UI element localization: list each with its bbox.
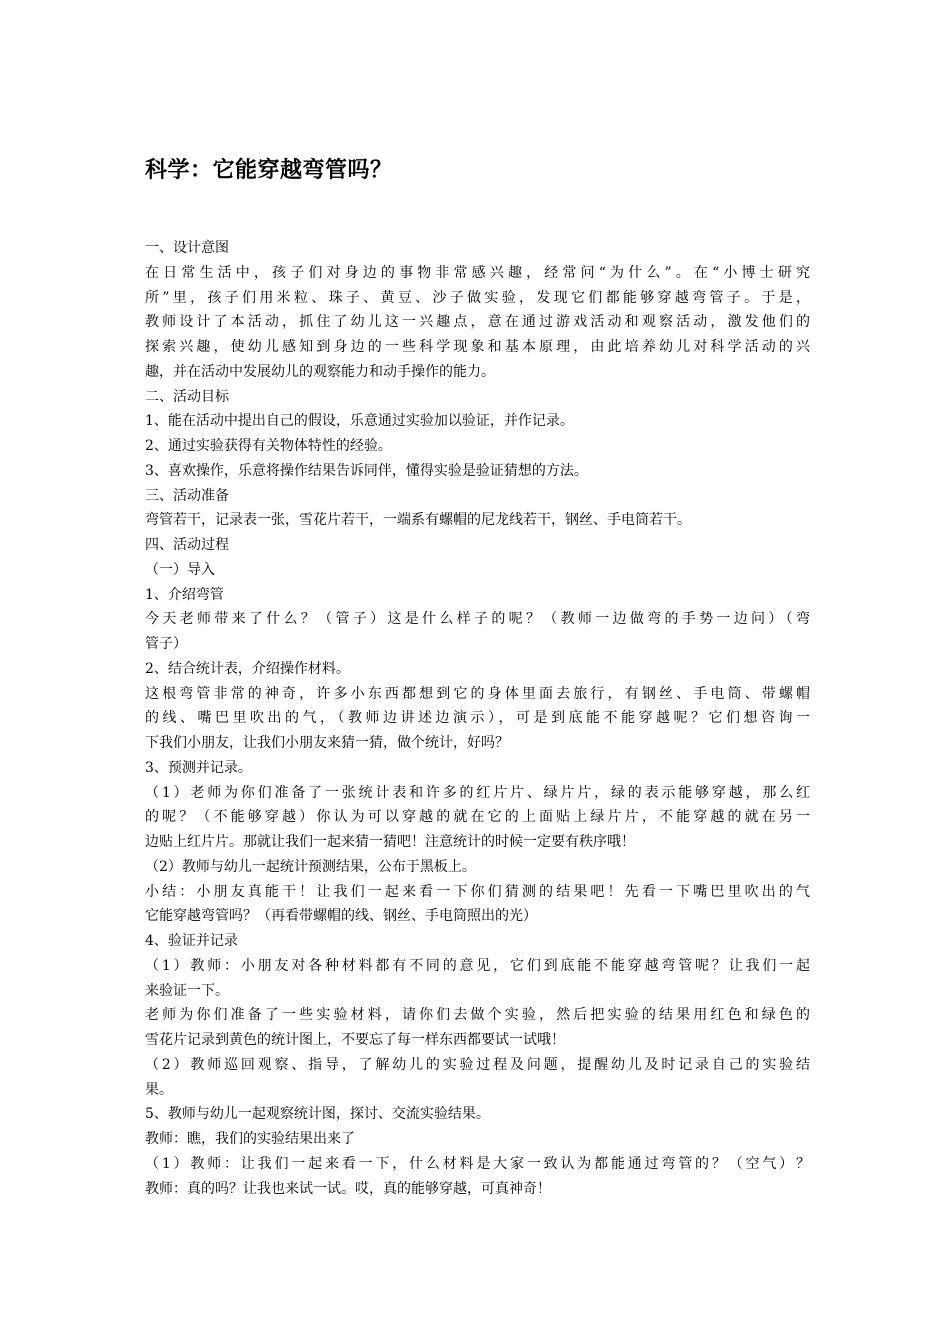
paragraph-line: 的呢？（不能够穿越）你认为可以穿越的就在它的上面贴上绿片片，不能穿越的就在另一 — [145, 809, 810, 826]
heading-activity-goals: 二、活动目标 — [145, 388, 229, 405]
goal-item: 3、喜欢操作，乐意将操作结果告诉同伴，懂得实验是验证猜想的方法。 — [145, 462, 588, 479]
paragraph-line: 小结：小朋友真能干！让我们一起来看一下你们猜测的结果吧！先看一下嘴巴里吹出的气 — [145, 883, 810, 900]
paragraph-line: 的线、嘴巴里吹出的气，（教师边讲述边演示），可是到底能不能穿越呢？它们想咨询一 — [145, 710, 810, 727]
paragraph-line: 下我们小朋友，让我们小朋友来猜一猜，做个统计，好吗？ — [145, 735, 509, 751]
paragraph-line: 雪花片记录到黄色的统计图上，不要忘了每一样东西都要试一试哦！ — [145, 1032, 565, 1048]
paragraph-line: 教师设计了本活动，抓住了幼儿这一兴趣点，意在通过游戏活动和观察活动，激发他们的 — [145, 314, 810, 331]
paragraph-line: （1）教师：小朋友对各种材料都有不同的意见，它们到底能不能穿越弯管呢？让我们一起 — [145, 957, 810, 974]
paragraph-line: （1）教师：让我们一起来看一下，什么材料是大家一致认为都能通过弯管的？（空气）？ — [145, 1155, 810, 1172]
heading-design-intent: 一、设计意图 — [145, 240, 229, 256]
step-heading: 5、教师与幼儿一起观察统计图，探讨、交流实验结果。 — [145, 1106, 490, 1123]
paragraph-line: 果。 — [145, 1081, 173, 1098]
paragraph-line: （2）教师巡回观察、指导，了解幼儿的实验过程及问题，提醒幼儿及时记录自己的实验结 — [145, 1056, 810, 1073]
step-heading: 2、结合统计表，介绍操作材料。 — [145, 660, 350, 677]
paragraph-line: 老师为你们准备了一些实验材料，请你们去做个实验，然后把实验的结果用红色和绿色的 — [145, 1007, 810, 1024]
paragraph-line: 教师：瞧，我们的实验结果出来了 — [145, 1131, 355, 1147]
document-body — [145, 236, 810, 1201]
paragraph-line: 探索兴趣，使幼儿感知到身边的一些科学现象和基本原理，由此培养幼儿对科学活动的兴 — [145, 339, 810, 355]
paragraph-line: 来验证一下。 — [145, 982, 229, 999]
paragraph-line: 弯管若干，记录表一张，雪花片若干，一端系有螺帽的尼龙线若干，钢丝、手电筒若干。 — [145, 512, 691, 529]
paragraph-line: 它能穿越弯管吗？（再看带螺帽的线、钢丝、手电筒照出的光） — [145, 908, 537, 925]
goal-item: 1、能在活动中提出自己的假设，乐意通过实验加以验证，并作记录。 — [145, 413, 574, 430]
paragraph-line: 管子） — [145, 636, 187, 652]
step-heading: 3、预测并记录。 — [145, 759, 252, 776]
heading-activity-process: 四、活动过程 — [145, 537, 229, 553]
paragraph-line: 所”里，孩子们用米粒、珠子、黄豆、沙子做实验，发现它们都能够穿越弯管子。于是， — [145, 289, 810, 306]
paragraph-line: （1）老师为你们准备了一张统计表和许多的红片片、绿片片，绿的表示能够穿越，那么红 — [145, 784, 810, 801]
paragraph-line: 今天老师带来了什么？（管子）这是什么样子的呢？（教师一边做弯的手势一边问）（弯 — [145, 611, 810, 628]
paragraph-line: 趣，并在活动中发展幼儿的观察能力和动手操作的能力。 — [145, 363, 495, 380]
step-heading: 4、验证并记录 — [145, 933, 238, 949]
paragraph-line: 在日常生活中，孩子们对身边的事物非常感兴趣，经常问“为什么”。在“小博士研究 — [145, 264, 810, 281]
paragraph-line: 这根弯管非常的神奇，许多小东西都想到它的身体里面去旅行，有钢丝、手电筒、带螺帽 — [145, 685, 810, 702]
step-heading: 1、介绍弯管 — [145, 586, 224, 603]
subheading-introduction: （一）导入 — [145, 561, 215, 578]
paragraph-line: （2）教师与幼儿一起统计预测结果，公布于黑板上。 — [145, 858, 476, 875]
paragraph-line: 教师：真的吗？让我也来试一试。哎，真的能够穿越，可真神奇！ — [145, 1180, 551, 1197]
goal-item: 2、通过实验获得有关物体特性的经验。 — [145, 438, 392, 454]
heading-activity-preparation: 三、活动准备 — [145, 487, 229, 504]
paragraph-line: 边贴上红片片。那就让我们一起来猜一猜吧！注意统计的时候一定要有秩序哦！ — [145, 834, 635, 850]
document-title: 科学：它能穿越弯管吗？ — [145, 157, 393, 183]
